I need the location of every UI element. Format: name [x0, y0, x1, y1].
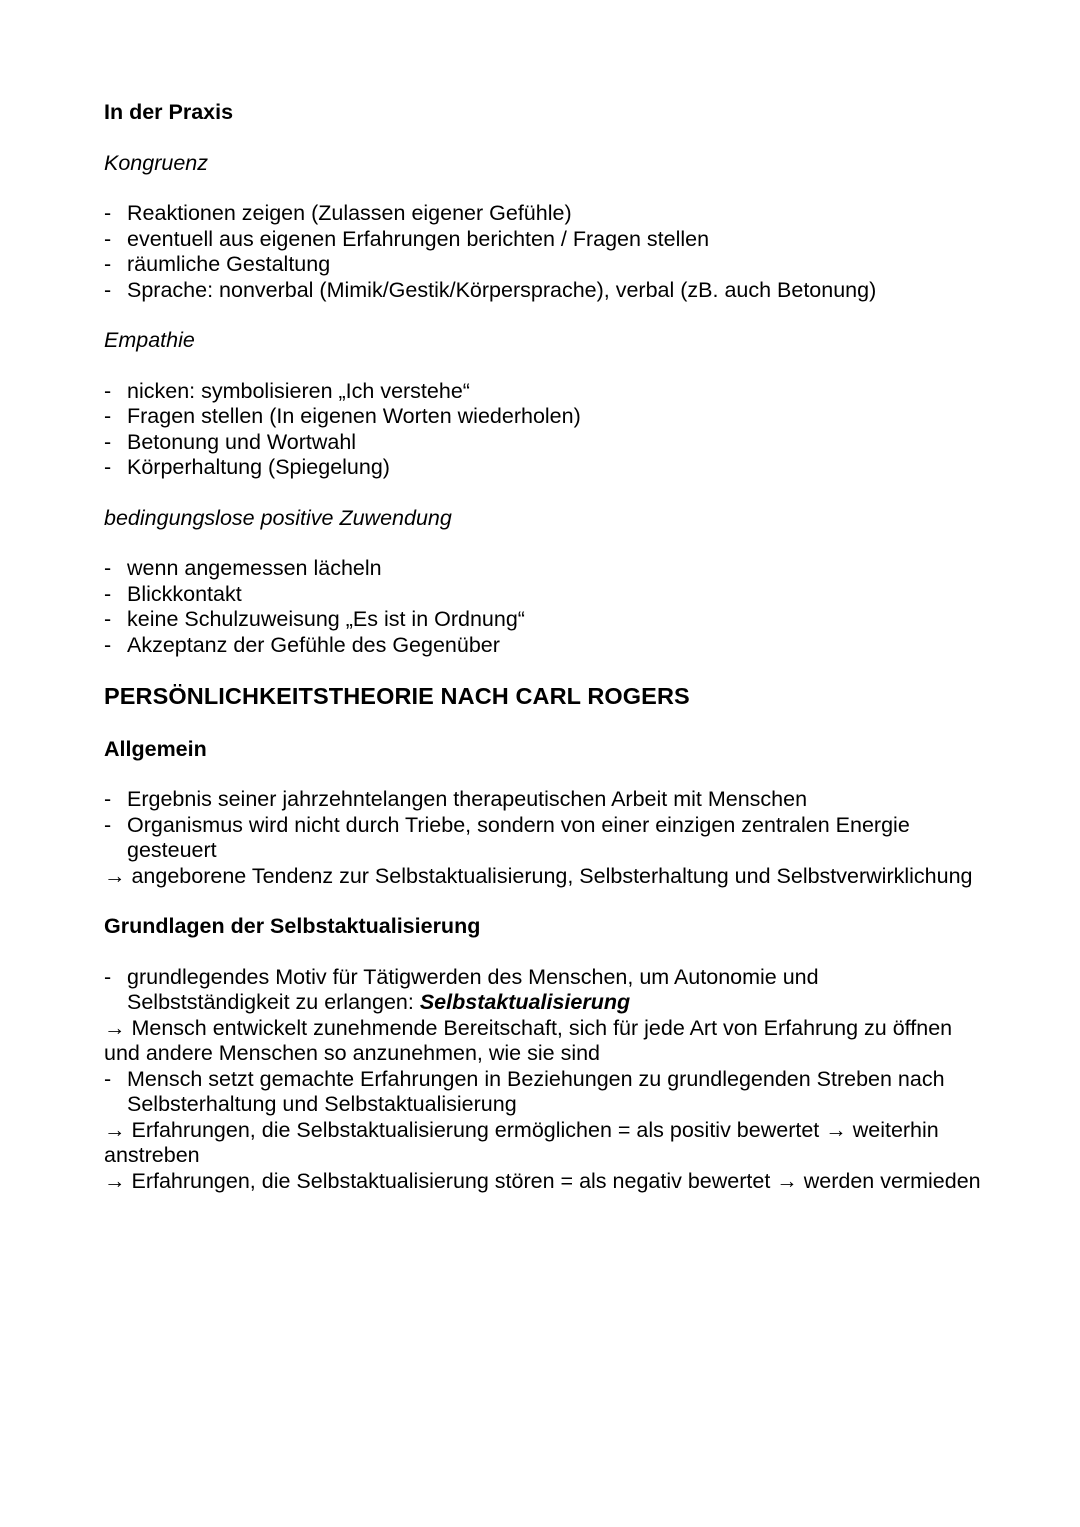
list-grundlagen-2 [104, 1067, 984, 1118]
list-item [104, 965, 984, 1016]
list-item: - keine Schulzuweisung „Es ist in Ordnung“ [104, 607, 984, 633]
arrow-conclusion: → Erfahrungen, die Selbstaktualisierung stören = als negativ bewertet → werden vermieden [104, 1168, 981, 1193]
list-item: - Reaktionen zeigen (Zulassen eigener Gefühle) [104, 201, 984, 227]
subheading-empathie: Empathie [104, 328, 195, 352]
subheading-kongruenz: Kongruenz [104, 150, 208, 175]
arrow-conclusion: → angeborene Tendenz zur Selbstaktualisierung, Selbsterhaltung und Selbstverwirklichung [104, 863, 973, 888]
page-title: PERSÖNLICHKEITSTHEORIE NACH CARL ROGERS [104, 683, 690, 709]
list-grundlagen-1 [104, 965, 984, 1016]
arrow-conclusion: → Mensch entwickelt zunehmende Bereitschaft, sich für jede Art von Erfahrung zu öffnen und andere Menschen so anzunehmen, wie sie sind [104, 1015, 953, 1065]
list-item: - Ergebnis seiner jahrzehntelangen therapeutischen Arbeit mit Menschen [104, 787, 984, 813]
list-item: - Sprache: nonverbal (Mimik/Gestik/Körpersprache), verbal (zB. auch Betonung) [104, 278, 984, 304]
list-empathie [104, 379, 984, 481]
list-item: - Betonung und Wortwahl [104, 430, 984, 456]
list-item: - Organismus wird nicht durch Triebe, sondern von einer einzigen zentralen Energie gesteuert [104, 813, 984, 864]
list-item: - Mensch setzt gemachte Erfahrungen in Beziehungen zu grundlegenden Streben nach Selbsterhaltung und Selbstaktualisierung [104, 1067, 984, 1118]
subheading-grundlagen: Grundlagen der Selbstaktualisierung [104, 914, 481, 938]
list-item: - räumliche Gestaltung [104, 252, 984, 278]
list-item: - Fragen stellen (In eigenen Worten wiederholen) [104, 404, 984, 430]
list-kongruenz [104, 201, 984, 303]
subheading-allgemein: Allgemein [104, 736, 207, 761]
list-item: - nicken: symbolisieren „Ich verstehe“ [104, 379, 984, 405]
emphasis-term: Selbstaktualisierung [419, 990, 631, 1014]
list-zuwendung [104, 556, 984, 658]
list-item-text: grundlegendes Motiv für Tätigwerden des Menschen, um Autonomie und Selbstständigkeit zu erlangen: [127, 964, 819, 1014]
list-item: - Blickkontakt [104, 582, 984, 608]
section-heading-praxis: In der Praxis [104, 100, 234, 124]
list-allgemein [104, 787, 984, 864]
list-item: - eventuell aus eigenen Erfahrungen berichten / Fragen stellen [104, 227, 984, 253]
arrow-conclusion: → Erfahrungen, die Selbstaktualisierung ermöglichen = als positiv bewertet → weiterhin anstreben [104, 1117, 939, 1167]
list-item: - Akzeptanz der Gefühle des Gegenüber [104, 633, 984, 659]
document-page [104, 100, 984, 1194]
list-item: - wenn angemessen lächeln [104, 556, 984, 582]
subheading-zuwendung: bedingungslose positive Zuwendung [104, 505, 452, 530]
list-item: - Körperhaltung (Spiegelung) [104, 455, 984, 481]
